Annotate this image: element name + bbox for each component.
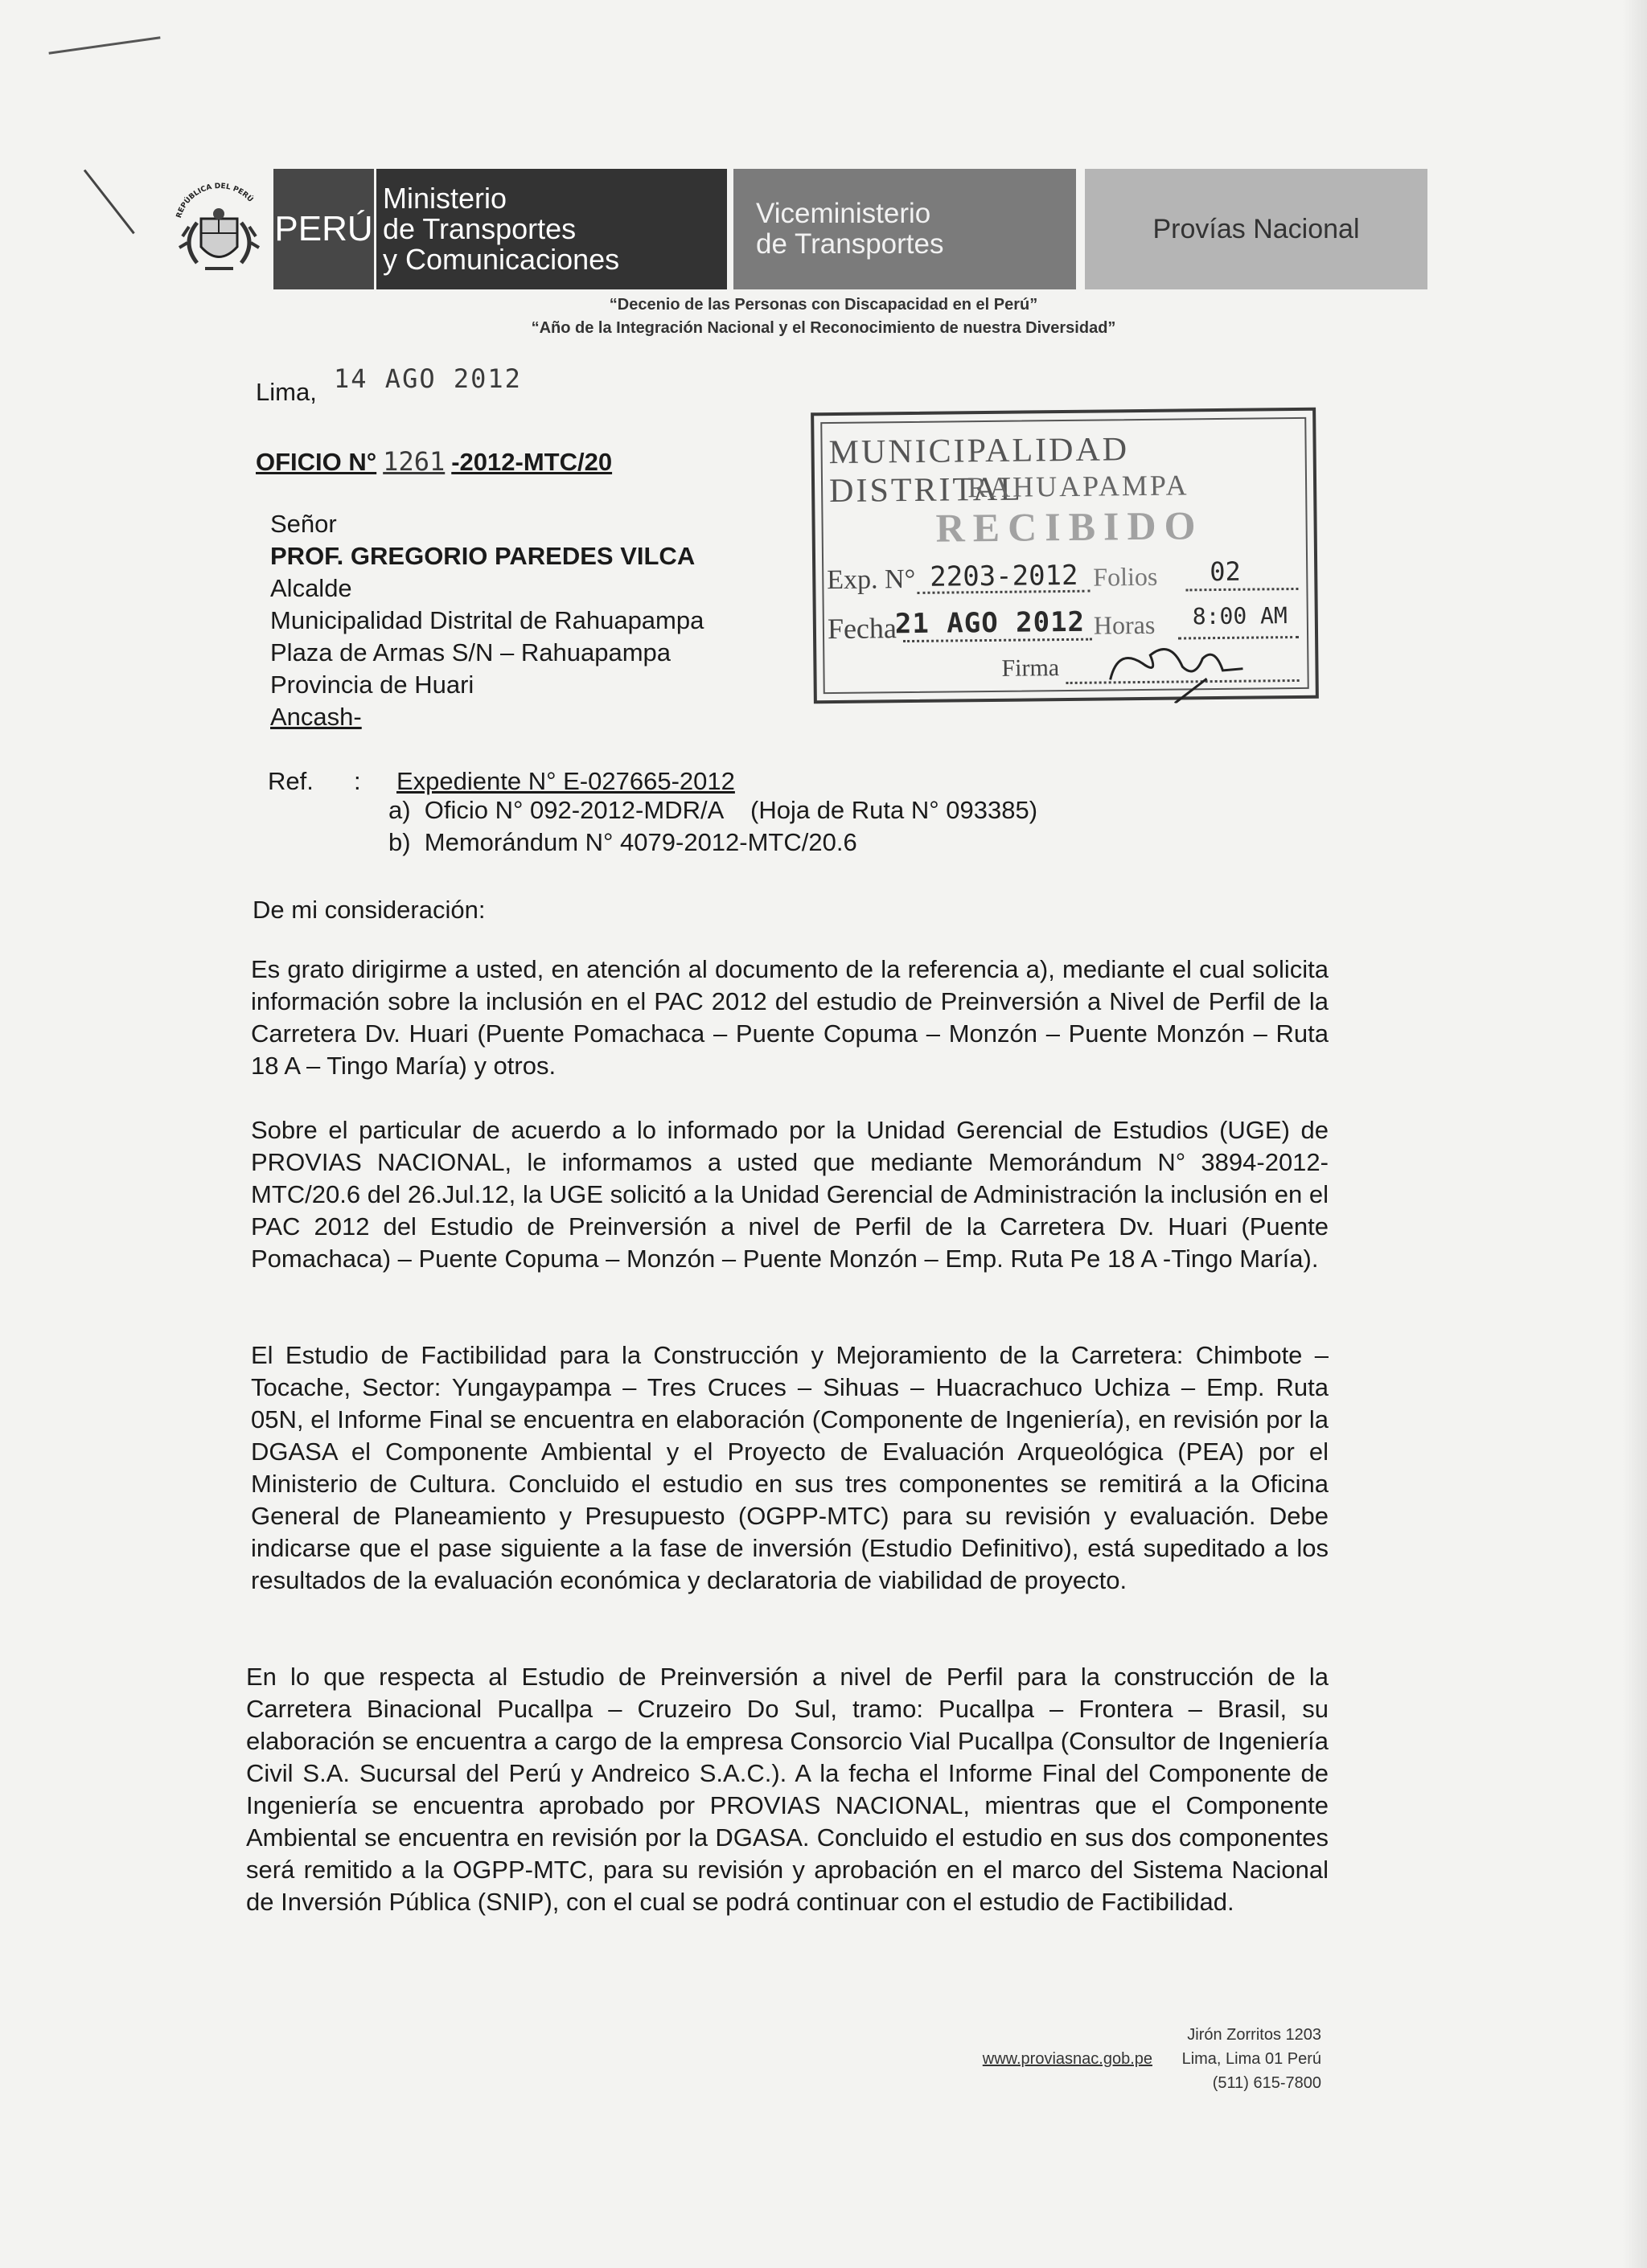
reference-item-a: a) Oficio N° 092-2012-MDR/A (Hoja de Ruta N° 093385) [388,796,1038,824]
body-paragraph: Es grato dirigirme a usted, en atención al documento de la referencia a), mediante el cual solicita información sobre la inclusión en el PAC 2012 del estudio de Preinversión a Nivel de Perfil de la Carretera Dv. Huari (Puente Pomachaca – Puente Copuma – Monzón – Puente Monzón – Ruta 18 A – Tingo María) y otros. [251,955,1329,1080]
reference-colon: : [354,767,361,795]
shield-ring-text: REPÚBLICA DEL PERÚ [175,182,255,219]
recipient-block [270,508,704,733]
recipient-province: Provincia de Huari [270,671,474,699]
recipient-entity: Municipalidad Distrital de Rahuapampa [270,606,704,634]
motto-line-1: “Decenio de las Personas con Discapacidad en el Perú” [609,296,1038,314]
stamp-folios-value: 02 [1210,556,1241,588]
oficio-number-handwritten: 1261 [383,446,446,477]
stamp-folios-label: Folios [1093,561,1158,592]
stamp-district: RAHUAPAMPA [967,469,1189,504]
national-shield-icon [165,178,273,283]
date-handwritten: 14 AGO 2012 [334,363,522,394]
stamp-entity: MUNICIPALIDAD DISTRITAL [828,431,1130,511]
signature-icon [1094,630,1255,704]
oficio-number: OFICIO N° 1261 -2012-MTC/20 [256,446,613,477]
provias-label: Provías Nacional [1085,169,1427,289]
greeting: De mi consideración: [253,896,486,924]
footer-website: www.proviasnac.gob.pe [982,2050,1152,2068]
body-paragraph: En lo que respecta al Estudio de Preinversión a nivel de Perfil para la construcción de la Carretera Binacional Pucallpa – Cruzeiro Do Sul, tramo: Pucallpa – Frontera – Brasil, su elaboración se encuentra a cargo de la empresa Consorcio Vial Pucallpa (Consultor de Ingeniería Civil S.A. Sucursal del Perú y Andreico S.A.C.). A la fecha el Informe Final del Componente de Ingeniería se encuentra aprobado por PROVIAS NACIONAL, mientras que el Componente Ambiental se encuentra en revisión por la DGASA. Concluido el estudio en sus dos componentes será remitido a la OGPP-MTC, para su revisión y aprobación en el marco del Sistema Nacional de Inversión Pública (SNIP), con el cual se podrá continuar con el estudio de Factibilidad. [246,1663,1329,1916]
page-edge-shadow [1623,0,1647,2268]
date-label: Lima, [256,378,317,406]
reference-main: Expediente N° E-027665-2012 [396,767,735,795]
stamp-horas-value: 8:00 AM [1192,602,1288,630]
recipient-address: Plaza de Armas S/N – Rahuapampa [270,638,671,666]
reference-label: Ref. [268,767,314,795]
stamp-exp-value: 2203-2012 [930,559,1078,593]
stamp-exp-label: Exp. N° [827,564,916,596]
recipient-region: Ancash- [270,703,362,731]
reception-stamp [811,408,1319,704]
footer-address: Jirón Zorritos 1203 Lima, Lima 01 Perú (511) 615-7800 [1181,2026,1321,2092]
scan-pen-mark [48,36,160,54]
motto-line-2: “Año de la Integración Nacional y el Reconocimiento de nuestra Diversidad” [531,319,1116,337]
body-paragraph: El Estudio de Factibilidad para la Construcción y Mejoramiento de la Carretera: Chimbote – Tocache, Sector: Yungaypampa – Tres Cruces – Sihuas – Huacrachuco Uchiza – Emp. Ruta 05N, el Informe Final se encuentra en elaboración (Componente de Ingeniería), en revisión por la DGASA el Componente Ambiental y el Proyecto de Evaluación Arqueológica (PEA) por el Ministerio de Cultura. Concluido el estudio en sus tres componentes se remitirá a la Oficina General de Planeamiento y Presupuesto (OGPP-MTC) para su revisión y evaluación. Debe indicarse que el pase siguiente a la fase de inversión (Estudio Definitivo), está supeditado a los resultados de la evaluación económica y declaratoria de viabilidad de proyecto. [251,1341,1329,1594]
stamp-fecha-value: 21 AGO 2012 [894,605,1086,641]
stamp-fecha-label: Fecha [827,612,897,646]
scan-pen-mark [84,170,135,235]
recipient-title: Alcalde [270,574,352,602]
ministry-label: Ministerio de Transportes y Comunicaciones [376,169,727,289]
recipient-salutation: Señor [270,510,337,538]
body-paragraph: Sobre el particular de acuerdo a lo informado por la Unidad Gerencial de Estudios (UGE) de PROVIAS NACIONAL, le informamos a usted que mediante Memorándum N° 3894-2012-MTC/20.6 del 26.Jul.12, la UGE solicitó a la Unidad Gerencial de Administración la inclusión en el PAC 2012 del Estudio de Preinversión a nivel de Perfil de la Carretera Dv. Huari (Puente Pomachaca) – Puente Copuma – Monzón – Puente Monzón – Emp. Ruta Pe 18 A -Tingo María). [251,1116,1329,1273]
viceministry-label: Viceministerio de Transportes [733,169,1076,289]
peru-label: PERÚ [273,169,374,289]
stamp-horas-label: Horas [1093,609,1156,640]
recipient-name: PROF. GREGORIO PAREDES VILCA [270,542,696,570]
reference-item-b: b) Memorándum N° 4079-2012-MTC/20.6 [388,828,857,856]
stamp-firma-label: Firma [1001,654,1060,682]
stamp-received: RECIBIDO [935,502,1204,551]
